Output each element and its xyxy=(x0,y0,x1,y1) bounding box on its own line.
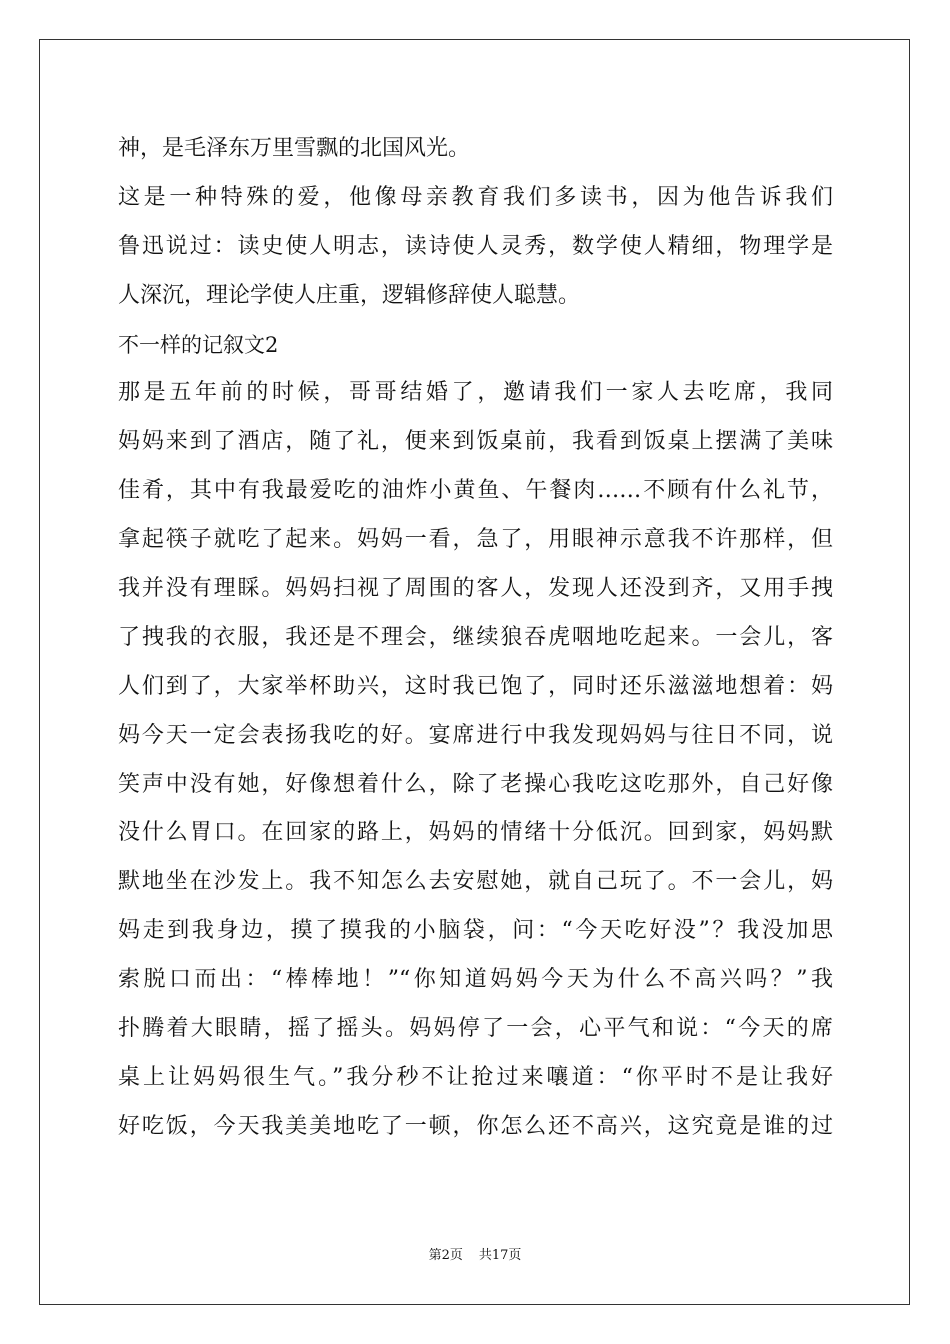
text-line: 鲁迅说过：读史使人明志，读诗使人灵秀，数学使人精细，物理学是 xyxy=(118,233,833,259)
text-line: 人们到了，大家举杯助兴，这时我已饱了，同时还乐滋滋地想着：妈 xyxy=(118,673,833,699)
text-line: 默地坐在沙发上。我不知怎么去安慰她，就自己玩了。不一会儿，妈 xyxy=(118,869,833,895)
text-line: 索脱口而出：“棒棒地！”“你知道妈妈今天为什么不高兴吗？”我 xyxy=(118,967,833,993)
text-line: 了拽我的衣服，我还是不理会，继续狼吞虎咽地吃起来。一会儿，客 xyxy=(118,624,833,650)
page-footer xyxy=(0,1248,950,1264)
text-line: 神，是毛泽东万里雪飘的北国风光。 xyxy=(118,136,471,161)
page-number: 第2页 xyxy=(428,1248,463,1263)
text-line: 扑腾着大眼睛，摇了摇头。妈妈停了一会，心平气和说：“今天的席 xyxy=(118,1016,833,1042)
text-line: 人深沉，理论学使人庄重，逻辑修辞使人聪慧。 xyxy=(118,282,581,308)
text-line: 好吃饭，今天我美美地吃了一顿，你怎么还不高兴，这究竟是谁的过 xyxy=(118,1113,833,1139)
document-body xyxy=(118,125,833,1152)
text-line: 佳肴，其中有我最爱吃的油炸小黄鱼、午餐肉……不顾有什么礼节， xyxy=(118,478,833,504)
text-line: 这是一种特殊的爱，他像母亲教育我们多读书，因为他告诉我们 xyxy=(118,184,833,210)
section-heading: 不一样的记叙文2 xyxy=(118,332,279,357)
text-line: 桌上让妈妈很生气。”我分秒不让抢过来嚷道：“你平时不是让我好 xyxy=(118,1064,833,1090)
text-line: 笑声中没有她，好像想着什么，除了老操心我吃这吃那外，自己好像 xyxy=(118,771,833,797)
page-total: 共17页 xyxy=(478,1248,522,1263)
text-line: 没什么胃口。在回家的路上，妈妈的情绪十分低沉。回到家，妈妈默 xyxy=(118,820,833,846)
text-line: 妈今天一定会表扬我吃的好。宴席进行中我发现妈妈与往日不同，说 xyxy=(118,722,833,748)
text-line: 那是五年前的时候，哥哥结婚了，邀请我们一家人去吃席，我同 xyxy=(118,380,833,406)
text-line: 妈妈来到了酒店，随了礼，便来到饭桌前，我看到饭桌上摆满了美味 xyxy=(118,429,833,455)
text-line: 我并没有理睬。妈妈扫视了周围的客人，发现人还没到齐，又用手拽 xyxy=(118,576,833,602)
text-line: 拿起筷子就吃了起来。妈妈一看，急了，用眼神示意我不许那样，但 xyxy=(118,527,833,553)
text-line: 妈走到我身边，摸了摸我的小脑袋，问：“今天吃好没”？我没加思 xyxy=(118,918,833,944)
